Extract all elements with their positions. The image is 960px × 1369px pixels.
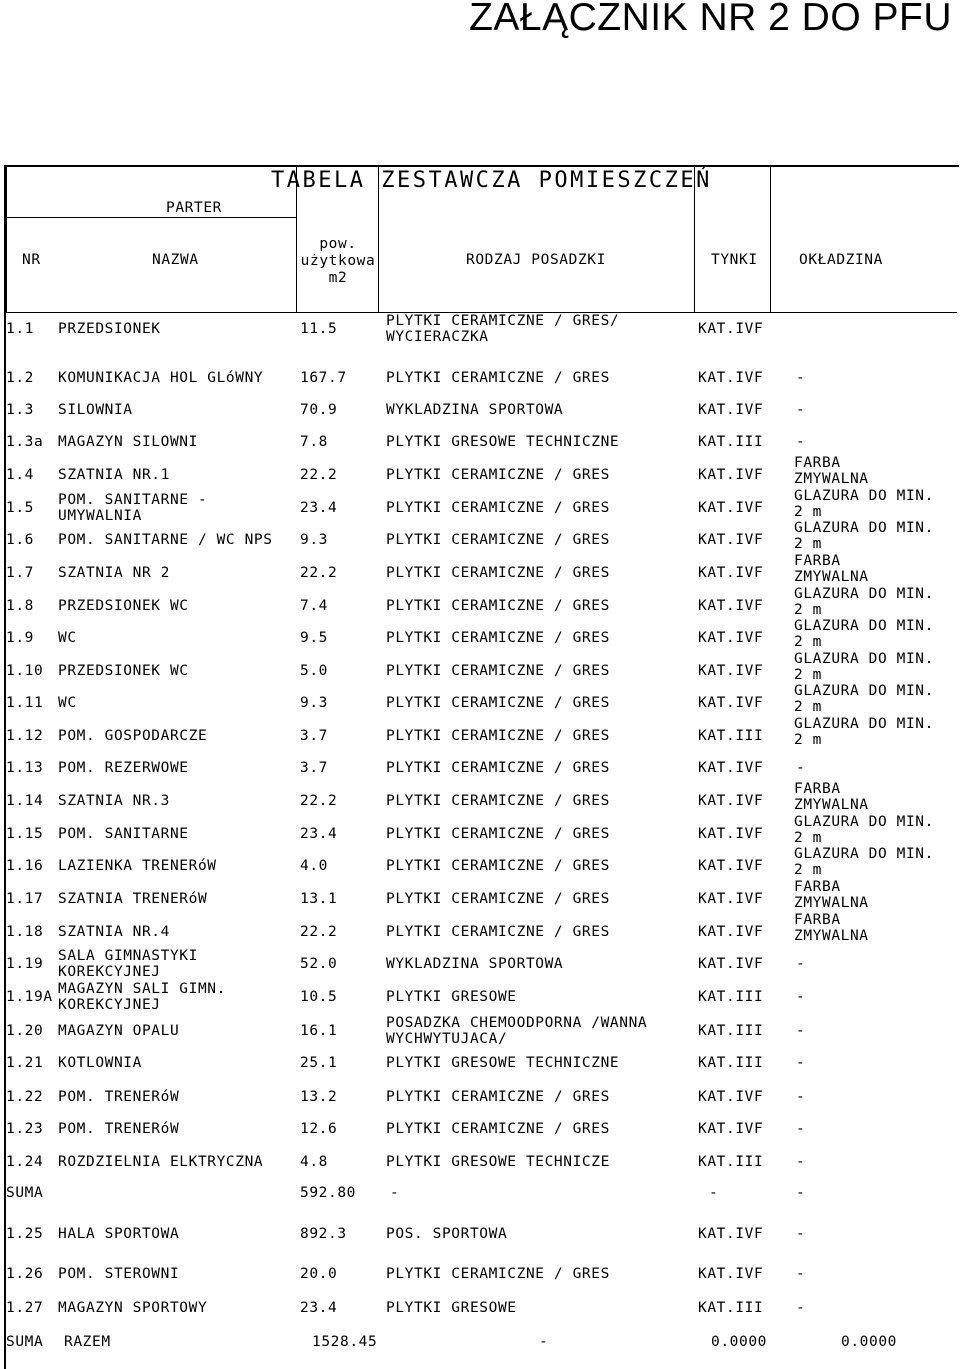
room-name: MAGAZYN SILOWNI: [58, 434, 198, 450]
room-number: 1.14: [6, 793, 44, 809]
room-cladding: FARBA ZMYWALNA: [794, 781, 869, 813]
sum-plaster: -: [709, 1185, 719, 1201]
room-cladding: -: [796, 370, 806, 386]
room-number: 1.2: [6, 370, 34, 386]
room-plaster: KAT.IVF: [698, 924, 764, 940]
room-number: 1.19: [6, 956, 44, 972]
room-area: 7.8: [300, 434, 328, 450]
room-plaster: KAT.III: [698, 1154, 764, 1170]
room-area: 167.7: [300, 370, 347, 386]
room-floor-finish: PLYTKI CERAMICZNE / GRES: [386, 500, 610, 516]
room-name: WC: [58, 695, 77, 711]
room-name: POM. REZERWOWE: [58, 760, 189, 776]
column-header-tynki: TYNKI: [711, 252, 758, 268]
column-header-area-line: m2: [328, 270, 348, 286]
room-floor-finish: PLYTKI CERAMICZNE / GRES: [386, 891, 610, 907]
room-floor-finish: PLYTKI CERAMICZNE / GRES: [386, 370, 610, 386]
room-name: KOTLOWNIA: [58, 1055, 142, 1071]
room-cladding: -: [796, 1226, 806, 1242]
room-area: 70.9: [300, 402, 338, 418]
room-floor-finish: PLYTKI GRESOWE: [386, 989, 517, 1005]
room-area: 11.5: [300, 321, 338, 337]
room-number: 1.12: [6, 728, 44, 744]
room-plaster: KAT.III: [698, 1300, 764, 1316]
room-area: 20.0: [300, 1266, 338, 1282]
room-plaster: KAT.IVF: [698, 565, 764, 581]
room-area: 3.7: [300, 728, 328, 744]
room-name: POM. GOSPODARCZE: [58, 728, 208, 744]
room-cladding: GLAZURA DO MIN. 2 m: [794, 488, 934, 520]
room-plaster: KAT.IVF: [698, 956, 764, 972]
room-floor-finish: PLYTKI CERAMICZNE / GRES: [386, 695, 610, 711]
room-name: POM. TRENERóW: [58, 1089, 180, 1105]
room-plaster: KAT.III: [698, 728, 764, 744]
room-number: 1.23: [6, 1121, 44, 1137]
room-plaster: KAT.IVF: [698, 826, 764, 842]
room-area: 22.2: [300, 924, 338, 940]
grand-total-plaster: 0.0000: [711, 1334, 767, 1350]
room-name: MAGAZYN SALI GIMN. KOREKCYJNEJ: [58, 981, 226, 1013]
room-plaster: KAT.III: [698, 1023, 764, 1039]
room-floor-finish: PLYTKI CERAMICZNE / GRES: [386, 826, 610, 842]
room-floor-finish: PLYTKI GRESOWE: [386, 1300, 517, 1316]
floor-label: PARTER: [166, 200, 222, 216]
room-area: 25.1: [300, 1055, 338, 1071]
header-divider: [6, 167, 7, 312]
room-area: 13.1: [300, 891, 338, 907]
room-floor-finish: PLYTKI CERAMICZNE / GRES/ WYCIERACZKA: [386, 313, 620, 345]
room-plaster: KAT.IVF: [698, 370, 764, 386]
room-cladding: -: [796, 1089, 806, 1105]
room-plaster: KAT.IVF: [698, 858, 764, 874]
room-area: 13.2: [300, 1089, 338, 1105]
room-name: POM. SANITARNE / WC NPS: [58, 532, 273, 548]
room-number: 1.11: [6, 695, 44, 711]
room-number: 1.3: [6, 402, 34, 418]
room-area: 22.2: [300, 793, 338, 809]
table-title: TABELA ZESTAWCZA POMIESZCZEŃ: [271, 168, 712, 193]
room-number: 1.27: [6, 1300, 44, 1316]
room-name: LAZIENKA TRENERóW: [58, 858, 217, 874]
room-plaster: KAT.III: [698, 1055, 764, 1071]
room-area: 12.6: [300, 1121, 338, 1137]
sum-cladding: -: [796, 1185, 806, 1201]
room-name: SALA GIMNASTYKI KOREKCYJNEJ: [58, 948, 198, 980]
room-name: MAGAZYN OPALU: [58, 1023, 180, 1039]
room-area: 10.5: [300, 989, 338, 1005]
room-floor-finish: WYKLADZINA SPORTOWA: [386, 402, 564, 418]
room-number: 1.17: [6, 891, 44, 907]
room-floor-finish: PLYTKI CERAMICZNE / GRES: [386, 663, 610, 679]
room-area: 9.5: [300, 630, 328, 646]
room-number: 1.1: [6, 321, 34, 337]
room-name: POM. SANITARNE - UMYWALNIA: [58, 492, 208, 524]
room-plaster: KAT.IVF: [698, 1266, 764, 1282]
room-cladding: GLAZURA DO MIN. 2 m: [794, 716, 934, 748]
room-name: SZATNIA NR.3: [58, 793, 170, 809]
sum-floor: -: [390, 1185, 400, 1201]
room-floor-finish: PLYTKI CERAMICZNE / GRES: [386, 924, 610, 940]
column-header-okladzina: OKŁADZINA: [799, 252, 883, 268]
room-name: ROZDZIELNIA ELKTRYCZNA: [58, 1154, 264, 1170]
room-number: 1.19A: [6, 989, 53, 1005]
header-divider: [770, 167, 771, 312]
room-area: 9.3: [300, 695, 328, 711]
room-plaster: KAT.III: [698, 989, 764, 1005]
room-name: PRZEDSIONEK WC: [58, 663, 189, 679]
room-number: 1.20: [6, 1023, 44, 1039]
room-floor-finish: PLYTKI CERAMICZNE / GRES: [386, 532, 610, 548]
room-plaster: KAT.IVF: [698, 891, 764, 907]
room-floor-finish: PLYTKI GRESOWE TECHNICZNE: [386, 434, 620, 450]
room-plaster: KAT.IVF: [698, 1089, 764, 1105]
room-name: PRZEDSIONEK WC: [58, 598, 189, 614]
room-number: 1.24: [6, 1154, 44, 1170]
room-number: 1.25: [6, 1226, 44, 1242]
room-cladding: FARBA ZMYWALNA: [794, 553, 869, 585]
room-area: 892.3: [300, 1226, 347, 1242]
room-cladding: GLAZURA DO MIN. 2 m: [794, 520, 934, 552]
room-floor-finish: WYKLADZINA SPORTOWA: [386, 956, 564, 972]
room-area: 4.0: [300, 858, 328, 874]
room-area: 23.4: [300, 500, 338, 516]
room-area: 4.8: [300, 1154, 328, 1170]
room-plaster: KAT.IVF: [698, 402, 764, 418]
room-plaster: KAT.III: [698, 434, 764, 450]
room-number: 1.6: [6, 532, 34, 548]
room-cladding: GLAZURA DO MIN. 2 m: [794, 586, 934, 618]
room-number: 1.13: [6, 760, 44, 776]
room-area: 23.4: [300, 826, 338, 842]
room-floor-finish: PLYTKI CERAMICZNE / GRES: [386, 1089, 610, 1105]
room-plaster: KAT.IVF: [698, 598, 764, 614]
room-area: 5.0: [300, 663, 328, 679]
column-header-area-line: użytkowa: [300, 253, 376, 269]
room-floor-finish: PLYTKI CERAMICZNE / GRES: [386, 598, 610, 614]
room-floor-finish: PLYTKI CERAMICZNE / GRES: [386, 1266, 610, 1282]
room-number: 1.26: [6, 1266, 44, 1282]
room-floor-finish: PLYTKI CERAMICZNE / GRES: [386, 565, 610, 581]
room-cladding: GLAZURA DO MIN. 2 m: [794, 683, 934, 715]
room-plaster: KAT.IVF: [698, 695, 764, 711]
room-number: 1.3a: [6, 434, 44, 450]
grand-total-cladding: 0.0000: [841, 1334, 897, 1350]
room-plaster: KAT.IVF: [698, 793, 764, 809]
room-area: 23.4: [300, 1300, 338, 1316]
room-name: WC: [58, 630, 77, 646]
column-header-area: [298, 236, 378, 287]
sum-area: 592.80: [300, 1185, 356, 1201]
room-floor-finish: PLYTKI GRESOWE TECHNICZNE: [386, 1055, 620, 1071]
room-area: 22.2: [300, 565, 338, 581]
grand-total-area: 1528.45: [312, 1334, 378, 1350]
room-name: SZATNIA NR 2: [58, 565, 170, 581]
room-floor-finish: PLYTKI CERAMICZNE / GRES: [386, 793, 610, 809]
grand-total-label: SUMA: [6, 1334, 44, 1350]
column-header-nazwa: NAZWA: [152, 252, 199, 268]
room-cladding: -: [796, 1300, 806, 1316]
room-cladding: -: [796, 434, 806, 450]
room-cladding: -: [796, 1055, 806, 1071]
room-number: 1.16: [6, 858, 44, 874]
room-cladding: -: [796, 989, 806, 1005]
room-floor-finish: PLYTKI CERAMICZNE / GRES: [386, 630, 610, 646]
room-floor-finish: PLYTKI CERAMICZNE / GRES: [386, 760, 610, 776]
room-number: 1.10: [6, 663, 44, 679]
room-floor-finish: PLYTKI CERAMICZNE / GRES: [386, 728, 610, 744]
room-name: POM. SANITARNE: [58, 826, 189, 842]
room-plaster: KAT.IVF: [698, 630, 764, 646]
room-name: SILOWNIA: [58, 402, 133, 418]
room-cladding: GLAZURA DO MIN. 2 m: [794, 814, 934, 846]
room-number: 1.5: [6, 500, 34, 516]
room-plaster: KAT.IVF: [698, 1121, 764, 1137]
grand-total-floor: -: [539, 1334, 549, 1350]
room-name: PRZEDSIONEK: [58, 321, 161, 337]
room-cladding: GLAZURA DO MIN. 2 m: [794, 846, 934, 878]
room-plaster: KAT.IVF: [698, 663, 764, 679]
room-schedule-table: [4, 165, 959, 1369]
room-number: 1.9: [6, 630, 34, 646]
room-plaster: KAT.IVF: [698, 467, 764, 483]
room-cladding: -: [796, 1023, 806, 1039]
room-name: KOMUNIKACJA HOL GLóWNY: [58, 370, 264, 386]
room-cladding: -: [796, 760, 806, 776]
room-floor-finish: POSADZKA CHEMOODPORNA /WANNA WYCHWYTUJACA/: [386, 1015, 648, 1047]
room-area: 7.4: [300, 598, 328, 614]
room-plaster: KAT.IVF: [698, 500, 764, 516]
room-area: 22.2: [300, 467, 338, 483]
room-cladding: -: [796, 1154, 806, 1170]
room-name: POM. STEROWNI: [58, 1266, 180, 1282]
room-cladding: GLAZURA DO MIN. 2 m: [794, 618, 934, 650]
room-number: 1.15: [6, 826, 44, 842]
room-plaster: KAT.IVF: [698, 1226, 764, 1242]
room-number: 1.4: [6, 467, 34, 483]
grand-total-label: RAZEM: [64, 1334, 111, 1350]
room-cladding: FARBA ZMYWALNA: [794, 455, 869, 487]
room-cladding: FARBA ZMYWALNA: [794, 912, 869, 944]
document-title: ZAŁĄCZNIK NR 2 DO PFU: [469, 0, 952, 39]
room-floor-finish: POS. SPORTOWA: [386, 1226, 508, 1242]
room-area: 52.0: [300, 956, 338, 972]
room-cladding: GLAZURA DO MIN. 2 m: [794, 651, 934, 683]
room-plaster: KAT.IVF: [698, 532, 764, 548]
room-floor-finish: PLYTKI CERAMICZNE / GRES: [386, 467, 610, 483]
room-cladding: FARBA ZMYWALNA: [794, 879, 869, 911]
room-name: SZATNIA TRENERóW: [58, 891, 208, 907]
room-name: MAGAZYN SPORTOWY: [58, 1300, 208, 1316]
sum-label: SUMA: [6, 1185, 44, 1201]
room-name: SZATNIA NR.1: [58, 467, 170, 483]
room-cladding: -: [796, 402, 806, 418]
room-cladding: -: [796, 1266, 806, 1282]
room-number: 1.7: [6, 565, 34, 581]
column-header-posadzki: RODZAJ POSADZKI: [466, 252, 606, 268]
room-area: 16.1: [300, 1023, 338, 1039]
room-floor-finish: PLYTKI CERAMICZNE / GRES: [386, 1121, 610, 1137]
column-header-area-line: pow.: [319, 236, 357, 252]
header-divider: [6, 217, 296, 218]
room-number: 1.21: [6, 1055, 44, 1071]
room-floor-finish: PLYTKI GRESOWE TECHNICZE: [386, 1154, 610, 1170]
room-name: POM. TRENERóW: [58, 1121, 180, 1137]
room-name: SZATNIA NR.4: [58, 924, 170, 940]
room-floor-finish: PLYTKI CERAMICZNE / GRES: [386, 858, 610, 874]
room-cladding: -: [796, 956, 806, 972]
room-number: 1.18: [6, 924, 44, 940]
room-plaster: KAT.IVF: [698, 321, 764, 337]
room-name: HALA SPORTOWA: [58, 1226, 180, 1242]
room-number: 1.8: [6, 598, 34, 614]
room-cladding: -: [796, 1121, 806, 1137]
room-area: 3.7: [300, 760, 328, 776]
room-number: 1.22: [6, 1089, 44, 1105]
room-area: 9.3: [300, 532, 328, 548]
room-plaster: KAT.IVF: [698, 760, 764, 776]
column-header-nr: NR: [22, 252, 41, 268]
